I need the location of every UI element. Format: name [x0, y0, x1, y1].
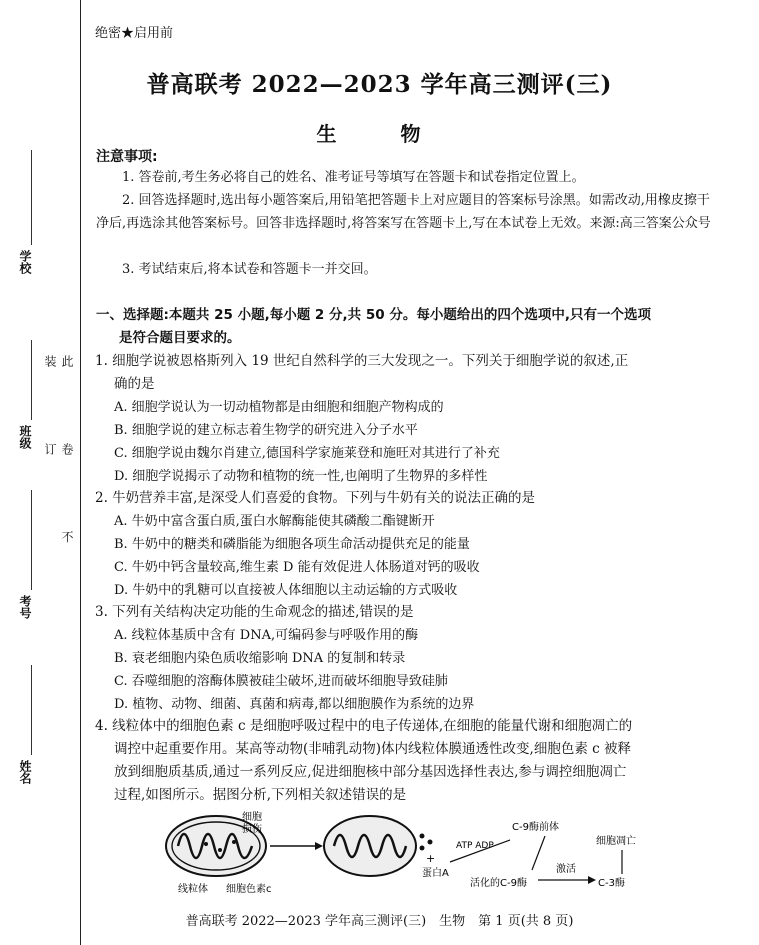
question-3-option-d: D. 植物、动物、细菌、真菌和病毒,都以细胞膜作为系统的边界 [114, 697, 475, 712]
apoptosis-label: 细胞凋亡 [596, 836, 636, 847]
notice-item-2: 2. 回答选择题时,选出每小题答案后,用铅笔把答题卡上对应题目的答案标号涂黑。如需改动,用橡皮擦干净后,再选涂其他答案标号。回答非选择题时,将答案写在答题卡上,写在本试卷上无效。来源:高三答案公众号 [96, 193, 711, 231]
question-3-option-b: B. 衰老细胞内染色质收缩影响 DNA 的复制和转录 [114, 651, 406, 666]
page-footer: 普高联考 2022—2023 学年高三测评(三) 生物 第 1 页(共 8 页) [185, 914, 574, 929]
damage-arrow-head [315, 842, 323, 850]
question-2-option-d: D. 牛奶中的乳糖可以直接被人体细胞以主动运输的方式吸收 [114, 583, 458, 598]
page-title: 普高联考 2022—2023 学年高三测评(三) [146, 71, 613, 98]
margin-label-name: 姓名 [18, 760, 32, 784]
mitochondrion-damaged [324, 816, 416, 876]
subject-title: 生 物 [316, 122, 443, 146]
question-2-option-a: A. 牛奶中富含蛋白质,蛋白水解酶能使其磷酸二酯键断开 [114, 514, 435, 529]
question-4-stem-line-2: 调控中起重要作用。某高等动物(非哺乳动物)体内线粒体膜通透性改变,细胞色素 c 被释 [114, 741, 631, 757]
margin-label-exam-number: 考号 [18, 595, 32, 619]
question-2-stem: 2. 牛奶营养丰富,是深受人们喜爱的食物。下列与牛奶有关的说法正确的是 [95, 490, 535, 506]
cytochrome-c-dot [428, 840, 433, 845]
question-3-stem: 3. 下列有关结构决定功能的生命观念的描述,错误的是 [95, 604, 414, 620]
c3-label: C-3酶 [598, 878, 625, 889]
question-4-stem-line-3: 放到细胞质基质,通过一系列反应,促进细胞核中部分基因选择性表达,参与调控细胞凋亡 [114, 764, 627, 780]
section-heading-line-2: 是符合题目要求的。 [119, 330, 241, 346]
notice-title: 注意事项: [96, 149, 158, 165]
exam-number-fill-line[interactable] [31, 490, 32, 590]
plus-sign: + [426, 852, 436, 865]
c9-precursor-label: C-9酶前体 [512, 822, 559, 833]
confidential-mark: 绝密★启用前 [95, 26, 174, 41]
question-4-stem-line-4: 过程,如图所示。据图分析,下列相关叙述错误的是 [114, 787, 407, 803]
question-1-option-d: D. 细胞学说揭示了动物和植物的统一性,也阐明了生物界的多样性 [114, 469, 488, 484]
question-1-stem-line-2: 确的是 [114, 376, 155, 392]
question-3-option-a: A. 线粒体基质中含有 DNA,可编码参与呼吸作用的酶 [114, 628, 419, 643]
cell-damage-label-line-2: 损伤 [242, 824, 262, 835]
cytochrome-c-dot [420, 834, 425, 839]
question-1-option-a: A. 细胞学说认为一切动植物都是由细胞和细胞产物构成的 [114, 400, 444, 415]
name-fill-line[interactable] [31, 665, 32, 755]
activated-c9-label: 活化的C-9酶 [470, 878, 527, 889]
class-fill-line[interactable] [31, 340, 32, 420]
cell-damage-label-line-1: 细胞 [242, 812, 262, 823]
question-4-stem-line-1: 4. 线粒体中的细胞色素 c 是细胞呼吸过程中的电子传递体,在细胞的能量代谢和细胞凋亡的 [95, 718, 633, 734]
activate-label: 激活 [556, 864, 576, 875]
notice-item-1: 1. 答卷前,考生务必将自己的姓名、准考证号等填写在答题卡和试卷指定位置上。 [122, 170, 585, 185]
cytochrome-c-dot [420, 846, 425, 851]
notice-item-3: 3. 考试结束后,将本试卷和答题卡一并交回。 [122, 262, 377, 277]
protein-a-label: 蛋白A [422, 868, 449, 879]
margin-label-school: 学校 [18, 250, 32, 274]
question-2-option-c: C. 牛奶中钙含量较高,维生素 D 能有效促进人体肠道对钙的吸收 [114, 560, 480, 575]
school-fill-line[interactable] [31, 150, 32, 245]
mitochondrion-label: 线粒体 [178, 884, 208, 895]
question-2-option-b: B. 牛奶中的糖类和磷脂能为细胞各项生命活动提供充足的能量 [114, 537, 470, 552]
question-1-option-b: B. 细胞学说的建立标志着生物学的研究进入分子水平 [114, 423, 418, 438]
margin-label-class: 班级 [18, 425, 32, 449]
cytochrome-c-label: 细胞色素c [226, 884, 272, 895]
apoptosis-pathway-figure [160, 800, 680, 895]
activate-arrow-head [588, 876, 596, 884]
atp-adp-label: ATP ADP [456, 841, 494, 851]
question-1-stem-line-1: 1. 细胞学说被恩格斯列入 19 世纪自然科学的三大发现之一。下列关于细胞学说的叙述,正 [95, 353, 629, 369]
seal-text: 此 卷 不 装 订 [43, 355, 74, 579]
question-3-option-c: C. 吞噬细胞的溶酶体膜被硅尘破坏,进而破坏细胞导致硅肺 [114, 674, 448, 689]
question-1-option-c: C. 细胞学说由魏尔肖建立,德国科学家施莱登和施旺对其进行了补充 [114, 446, 500, 461]
precursor-arrow [532, 836, 545, 870]
section-heading-line-1: 一、选择题:本题共 25 小题,每小题 2 分,共 50 分。每小题给出的四个选项中,只有一个选项 [96, 307, 651, 323]
